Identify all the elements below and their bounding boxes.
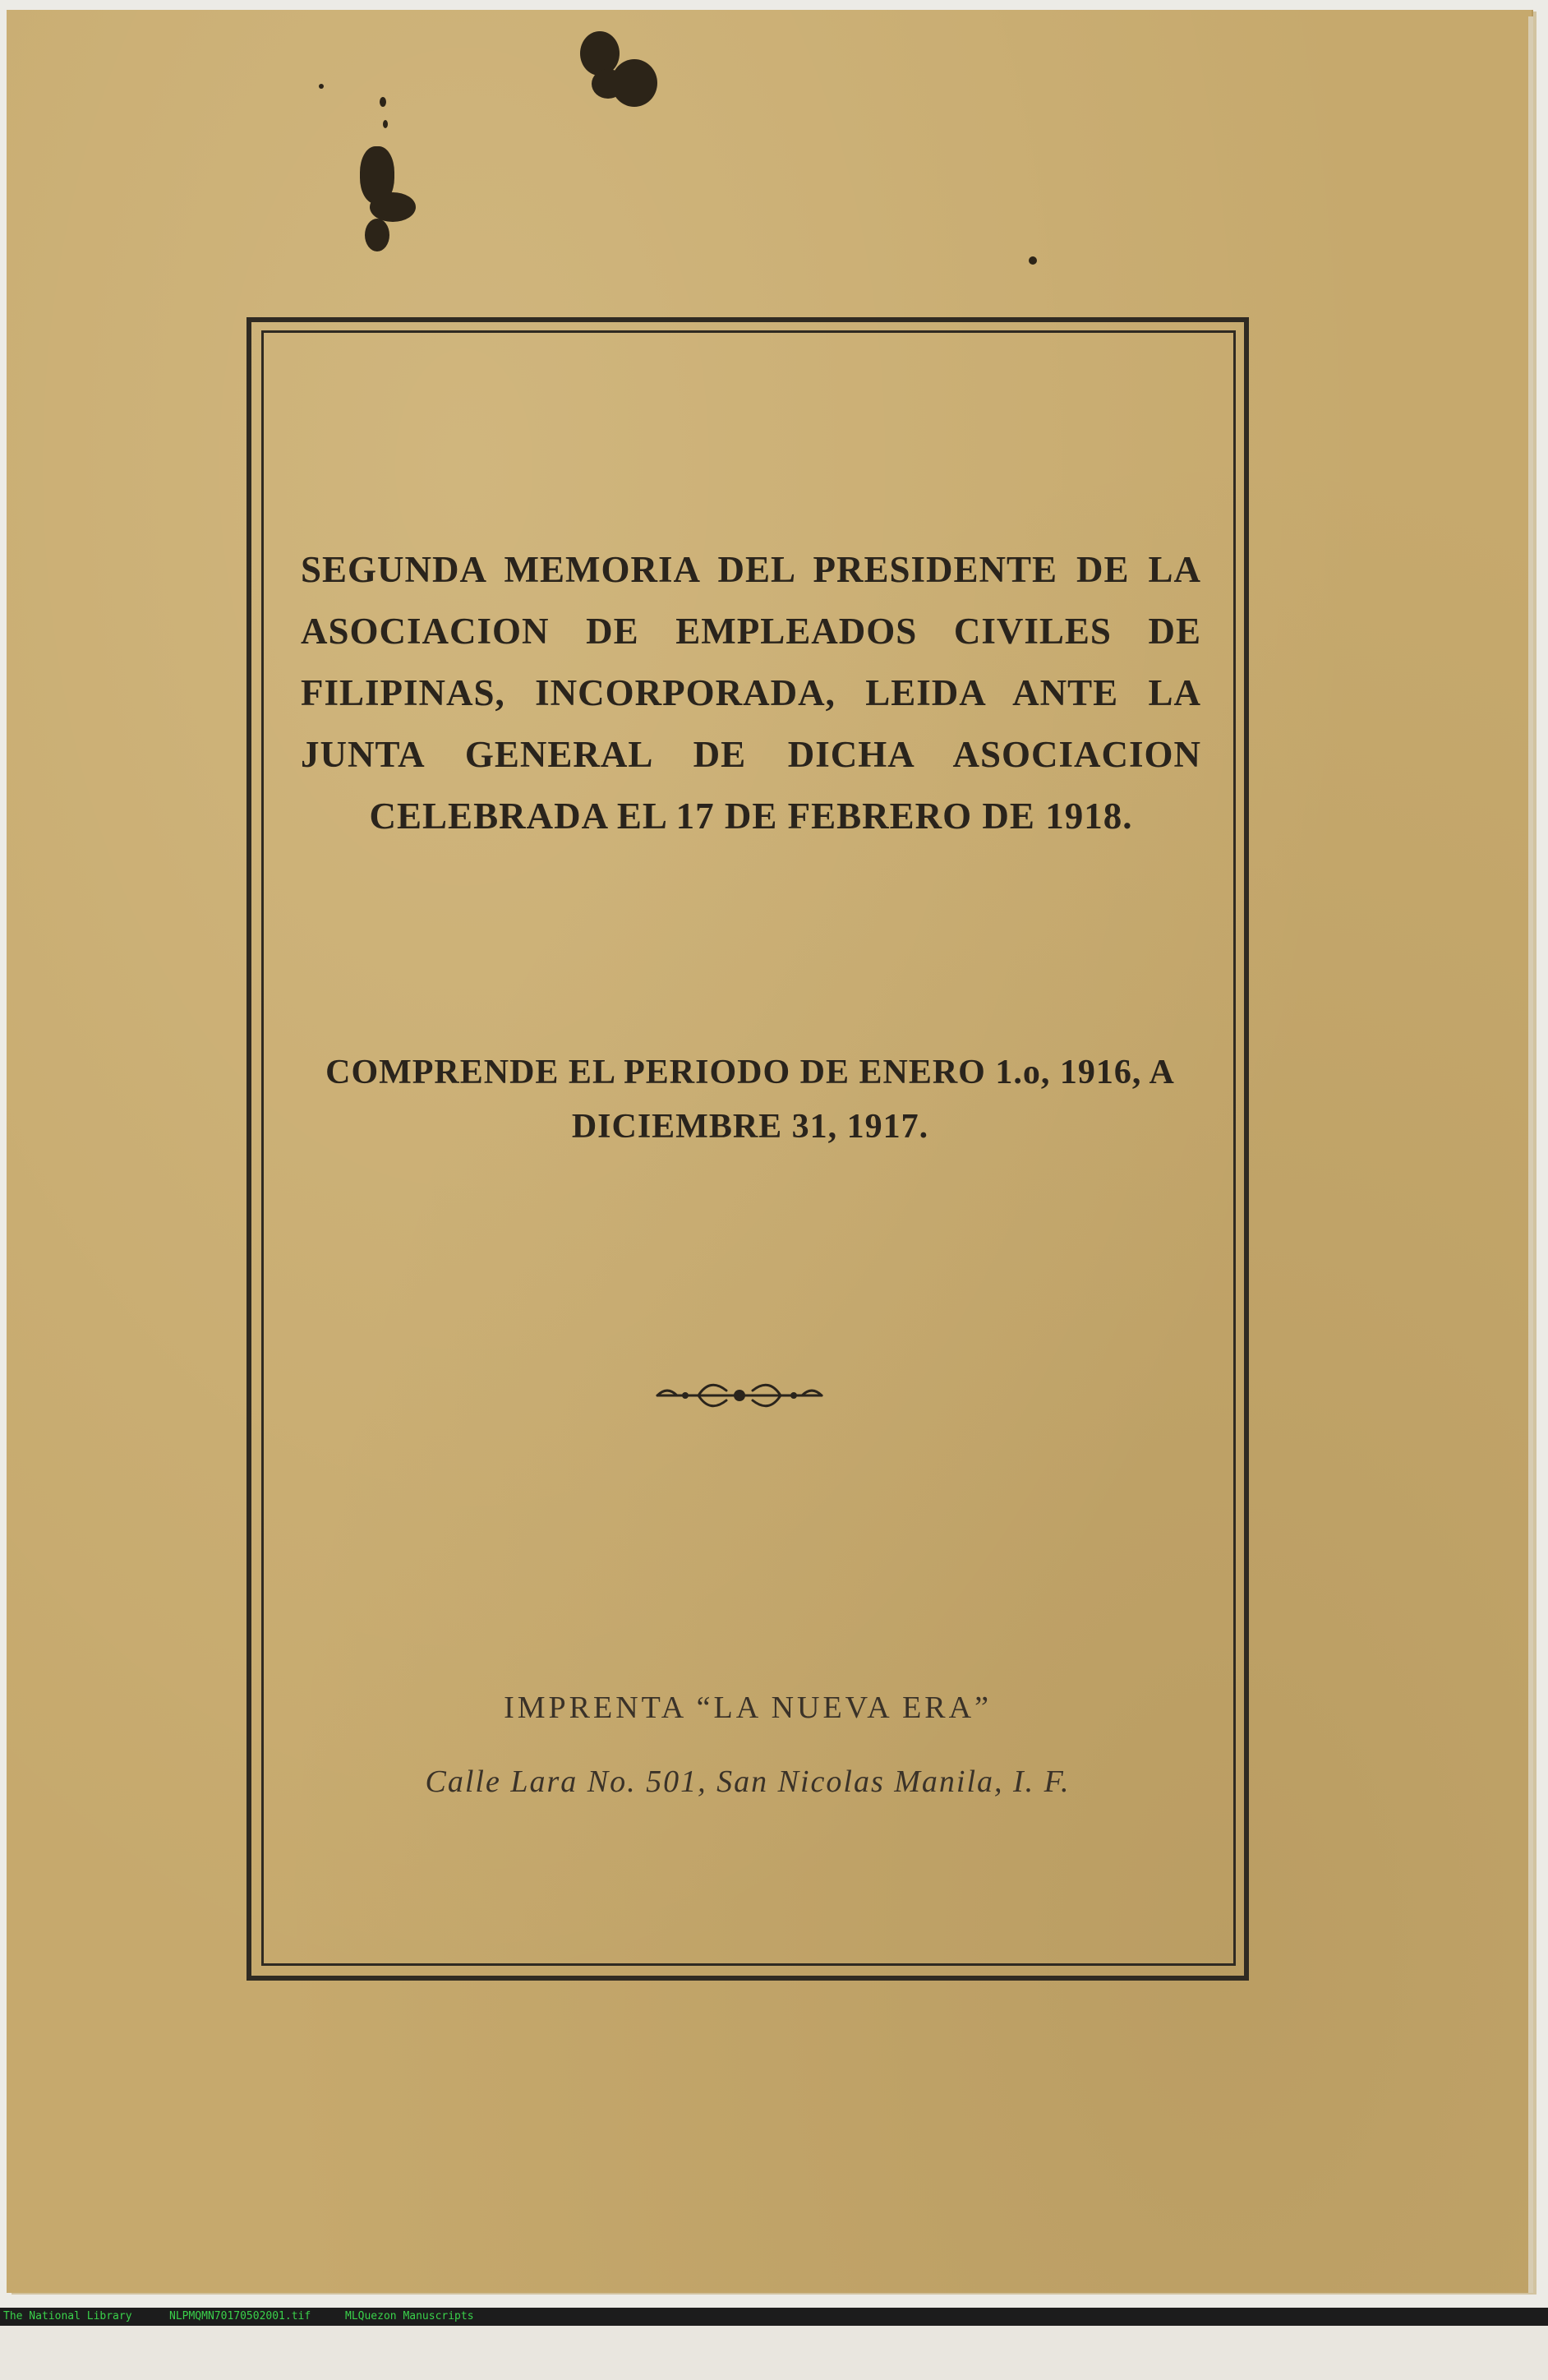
ink-speck	[1029, 256, 1037, 265]
footer-institution: The National Library	[3, 2310, 132, 2322]
printer-address: Calle Lara No. 501, San Nicolas Manila, I. F.	[425, 1764, 1071, 1799]
ink-speck	[319, 84, 324, 89]
footer-collection: MLQuezon Manuscripts	[345, 2310, 474, 2322]
printer-name: IMPRENTA “LA NUEVA ERA”	[504, 1690, 992, 1725]
period-statement: COMPRENDE EL PERIODO DE ENERO 1.o, 1916, A DICIEMBRE 31, 1917.	[325, 1054, 1175, 1146]
footer-file-name: NLPMQMN70170502001.tif	[169, 2310, 311, 2322]
ink-stain	[370, 192, 416, 222]
document-title: SEGUNDA MEMORIA DEL PRESIDENTE DE LA ASOCIACION DE EMPLEADOS CIVILES DE FILIPINAS, INCORPORADA, LEIDA ANTE LA JUNTA GENERAL DE DICHA ASOCIACION CELEBRADA EL 17 DE FEBRERO DE 1918.	[301, 549, 1201, 837]
ink-stain	[365, 219, 389, 251]
page-edge	[1528, 16, 1533, 2293]
ink-speck	[383, 120, 388, 128]
ink-stain	[580, 31, 620, 76]
scan-footer-bar	[0, 2308, 1548, 2326]
ink-speck	[380, 97, 386, 107]
decorative-ornament-icon	[649, 1371, 830, 1420]
ink-stain	[592, 69, 624, 99]
